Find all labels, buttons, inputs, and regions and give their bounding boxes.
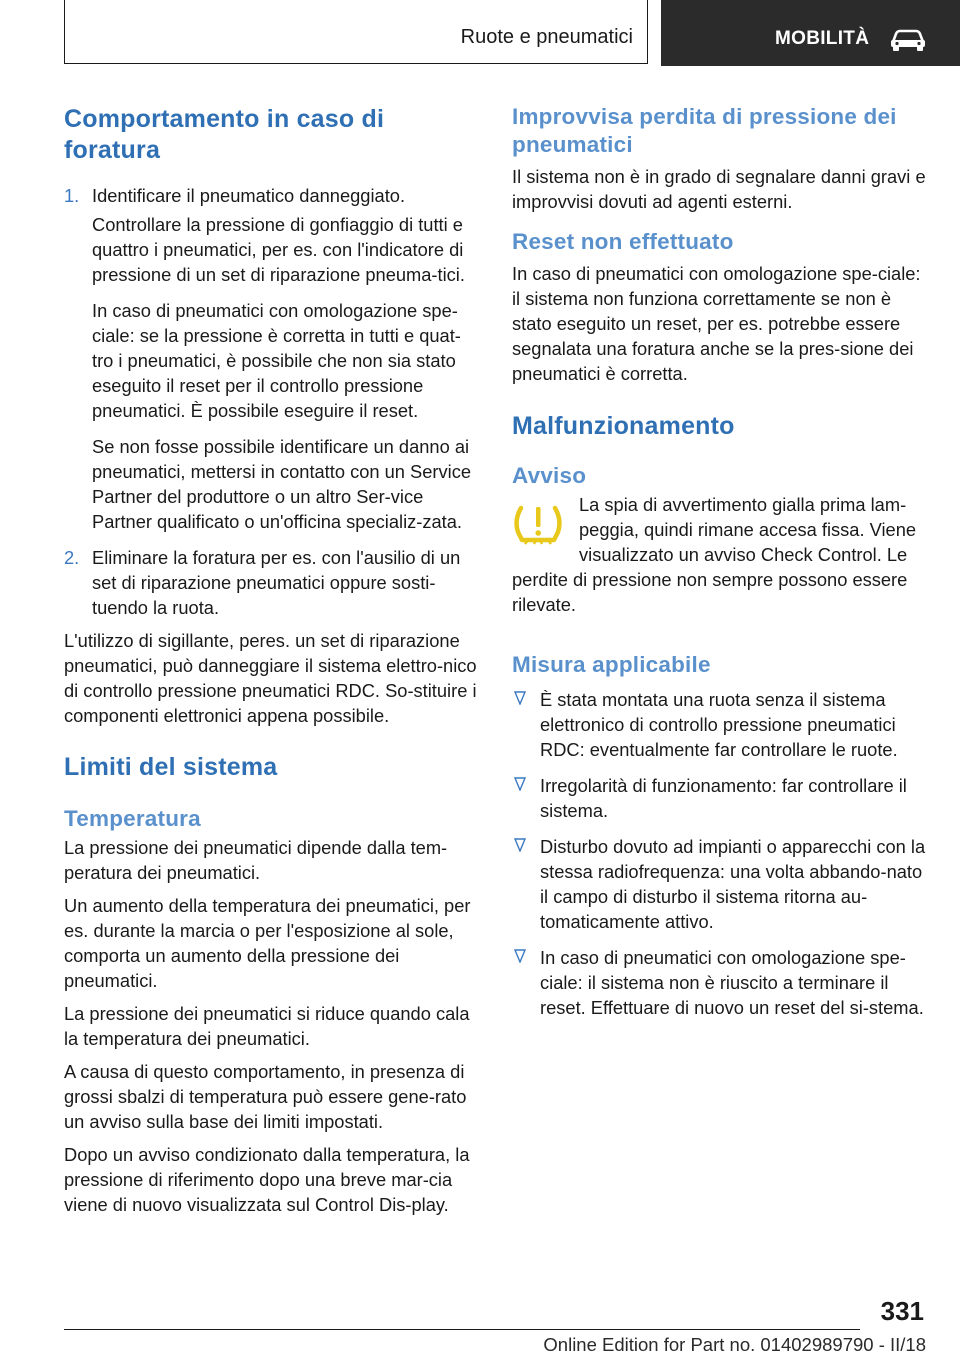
heading-puncture: Comportamento in caso di foratura [64,105,385,164]
measure-item [512,773,927,823]
measure-item [512,834,927,934]
heading-notice: Avviso [512,463,587,488]
reset-text: In caso di pneumatici con omologazione spe-ciale: il sistema non funziona correttamente se non è stato eseguito un reset, per es. potrebbe essere segnalata una foratura anche se la pres-sione dei pneumatici è corretta. [512,263,921,384]
step-text: Identificare il pneumatico danneggiato. [92,185,406,206]
step-text: Eliminare la foratura per es. con l'ausilio di un set di riparazione pneumatici oppure sosti-tuendo la ruota. [92,547,461,618]
list-triangle-icon [514,777,526,791]
heading-applicable-measure: Misura applicabile [512,652,711,677]
step-paragraph: In caso di pneumatici con omologazione spe-ciale: se la pressione è corretta in tutti e quat-tro i pneumatici, è possibile che non sia stato eseguito il reset per il controllo pressione pneumatici. È possibile eseguire il reset. [92,300,461,421]
step-item [64,183,479,208]
car-icon [890,29,926,51]
heading-sudden-pressure-loss: Improvvisa perdita di pressione dei pneumatici [512,104,897,157]
chapter-tab [661,0,960,66]
step-item [64,545,479,620]
notice-text-continued: perdite di pressione non sempre possono essere rilevate. [512,569,908,615]
list-triangle-icon [514,691,526,705]
temperature-paragraph: Un aumento della temperatura dei pneumatici, per es. durante la marcia o per l'esposizione al sole, comporta un aumento della pressione dei pneumatici. [64,895,471,991]
sudden-loss-text: Il sistema non è in grado di segnalare danni gravi e improvvisi dovuti ad agenti esterni. [512,166,926,212]
step-paragraph: Se non fosse possibile identificare un danno ai pneumatici, mettersi in contatto con un Service Partner del produttore o un altro Ser-vice Partner qualificato o un'officina specializ-zata. [92,436,472,532]
header-section-box [64,0,648,64]
page-number: 331 [880,1296,924,1326]
heading-malfunction: Malfunzionamento [512,412,735,440]
measure-item [512,945,927,1020]
measure-text: È stata montata una ruota senza il sistema elettronico di controllo pressione pneumatici RDC: eventualmente far controllare le ruote. [540,689,898,760]
tire-pressure-warning-icon [512,500,564,546]
step-paragraph: Controllare la pressione di gonfiaggio di tutti e quattro i pneumatici, per es. con l'indicatore di pressione di un set di riparazione pneuma-tici. [92,214,465,285]
sealant-note: L'utilizzo di sigillante, peres. un set di riparazione pneumatici, può danneggiare il sistema elettro-nico di controllo pressione pneumatici RDC. So-stituire i componenti elettronici appena possibile. [64,630,477,726]
chapter-tab-label: MOBILITÀ [775,28,870,49]
temperature-paragraph: La pressione dei pneumatici si riduce quando cala la temperatura dei pneumatici. [64,1003,470,1049]
temperature-paragraph: A causa di questo comportamento, in presenza di grossi sbalzi di temperatura può essere gene-rato un avviso sulla base dei limiti impostati. [64,1061,467,1132]
section-title: Ruote e pneumatici [460,26,633,48]
measure-text: Irregolarità di funzionamento: far controllare il sistema. [540,775,907,821]
page-header [0,0,960,66]
list-triangle-icon [514,949,526,963]
heading-system-limits: Limiti del sistema [64,753,278,781]
temperature-paragraph: Dopo un avviso condizionato dalla temperatura, la pressione di riferimento dopo una breve mar-cia viene di nuovo visualizzata sul Control Dis-play. [64,1144,470,1215]
temperature-paragraph: La pressione dei pneumatici dipende dalla tem-peratura dei pneumatici. [64,837,448,883]
notice-block [512,492,927,617]
left-column [64,100,479,1217]
measure-text: Disturbo dovuto ad impianti o apparecchi con la stessa radiofrequenza: una volta abbando-nato il campo di disturbo il sistema ritorna au-tomaticamente attivo. [540,836,926,932]
measure-item [512,687,927,762]
step-number: 2. [64,547,80,568]
list-triangle-icon [514,838,526,852]
step-number: 1. [64,185,80,206]
notice-text: La spia di avvertimento gialla prima lam-peggia, quindi rimane accesa fissa. Viene visualizzato un avviso Check Control. Le [579,494,917,565]
right-column [512,100,927,1020]
heading-temperature: Temperatura [64,806,201,831]
heading-reset-not-done: Reset non effettuato [512,229,734,254]
edition-line: Online Edition for Part no. 01402989790 - II/18 [543,1334,926,1355]
footer-divider [64,1329,860,1330]
measure-text: In caso di pneumatici con omologazione spe-ciale: il sistema non è riuscito a terminare il reset. Effettuare di nuovo un reset del si-stema. [540,947,924,1018]
